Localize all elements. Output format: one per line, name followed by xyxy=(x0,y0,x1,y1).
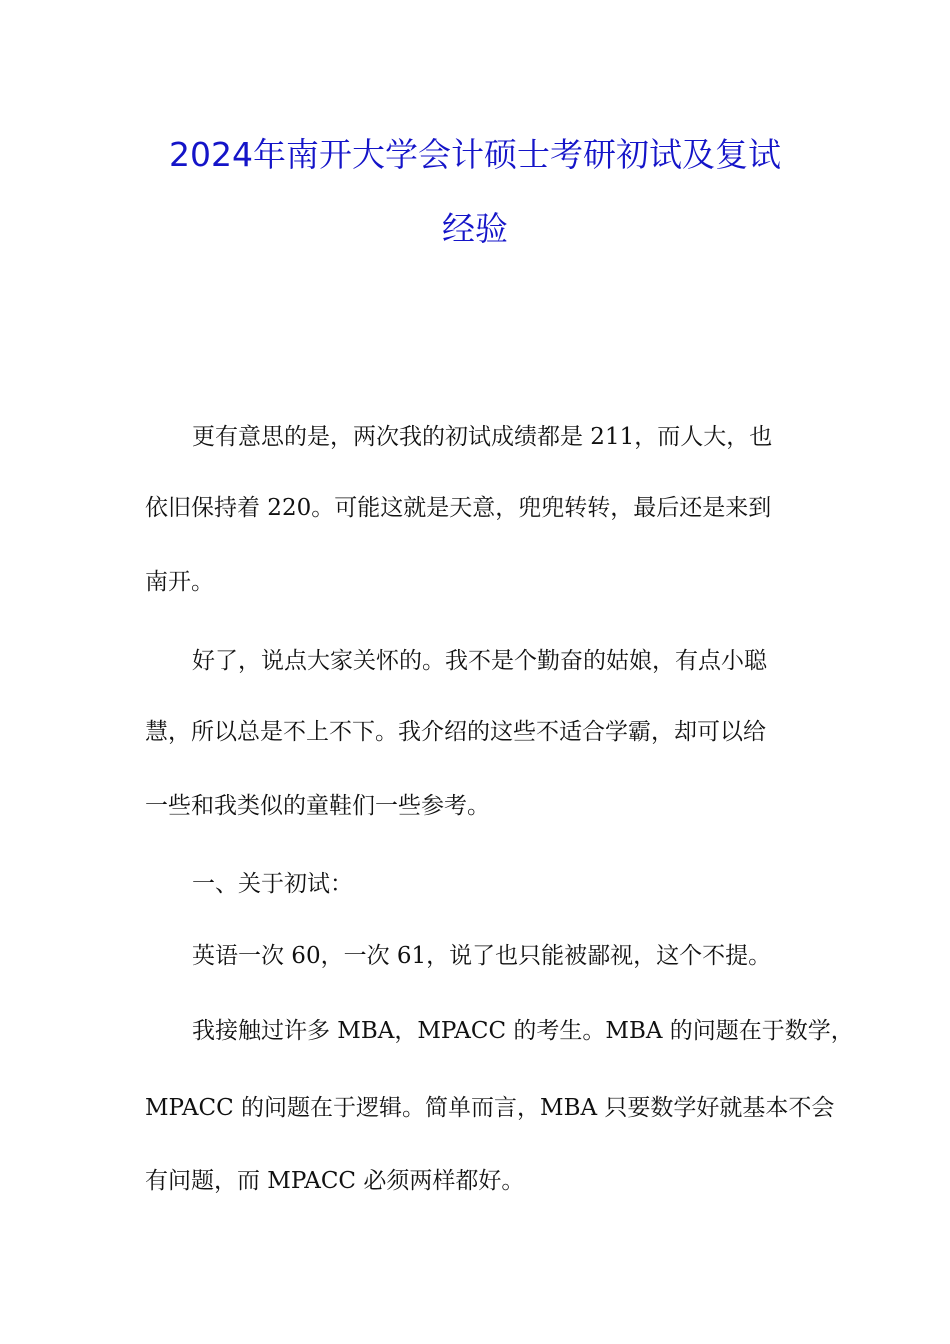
paragraph-3-line-1: 英语一次 60，一次 61，说了也只能被鄙视，这个不提。 xyxy=(192,943,772,969)
section-heading-initial-exam: 一、关于初试： xyxy=(192,871,353,897)
paragraph-2-line-1: 好了，说点大家关怀的。我不是个勤奋的姑娘，有点小聪 xyxy=(192,648,767,674)
document-title-line-2: 经验 xyxy=(442,209,508,248)
paragraph-2-line-2: 慧，所以总是不上不下。我介绍的这些不适合学霸，却可以给 xyxy=(145,719,766,745)
paragraph-2-line-3: 一些和我类似的童鞋们一些参考。 xyxy=(145,793,490,819)
paragraph-1-line-3: 南开。 xyxy=(145,569,214,595)
document-title-line-1: 2024年南开大学会计硕士考研初试及复试 xyxy=(169,135,781,174)
paragraph-1-line-1: 更有意思的是，两次我的初试成绩都是 211，而人大，也 xyxy=(192,424,773,450)
paragraph-1-line-2: 依旧保持着 220。可能这就是天意，兜兜转转，最后还是来到 xyxy=(145,495,772,521)
paragraph-4-line-2: MPACC 的问题在于逻辑。简单而言，MBA 只要数学好就基本不会 xyxy=(145,1095,835,1121)
paragraph-4-line-1: 我接触过许多 MBA，MPACC 的考生。MBA 的问题在于数学， xyxy=(192,1018,854,1044)
paragraph-4-line-3: 有问题，而 MPACC 必须两样都好。 xyxy=(145,1168,525,1194)
